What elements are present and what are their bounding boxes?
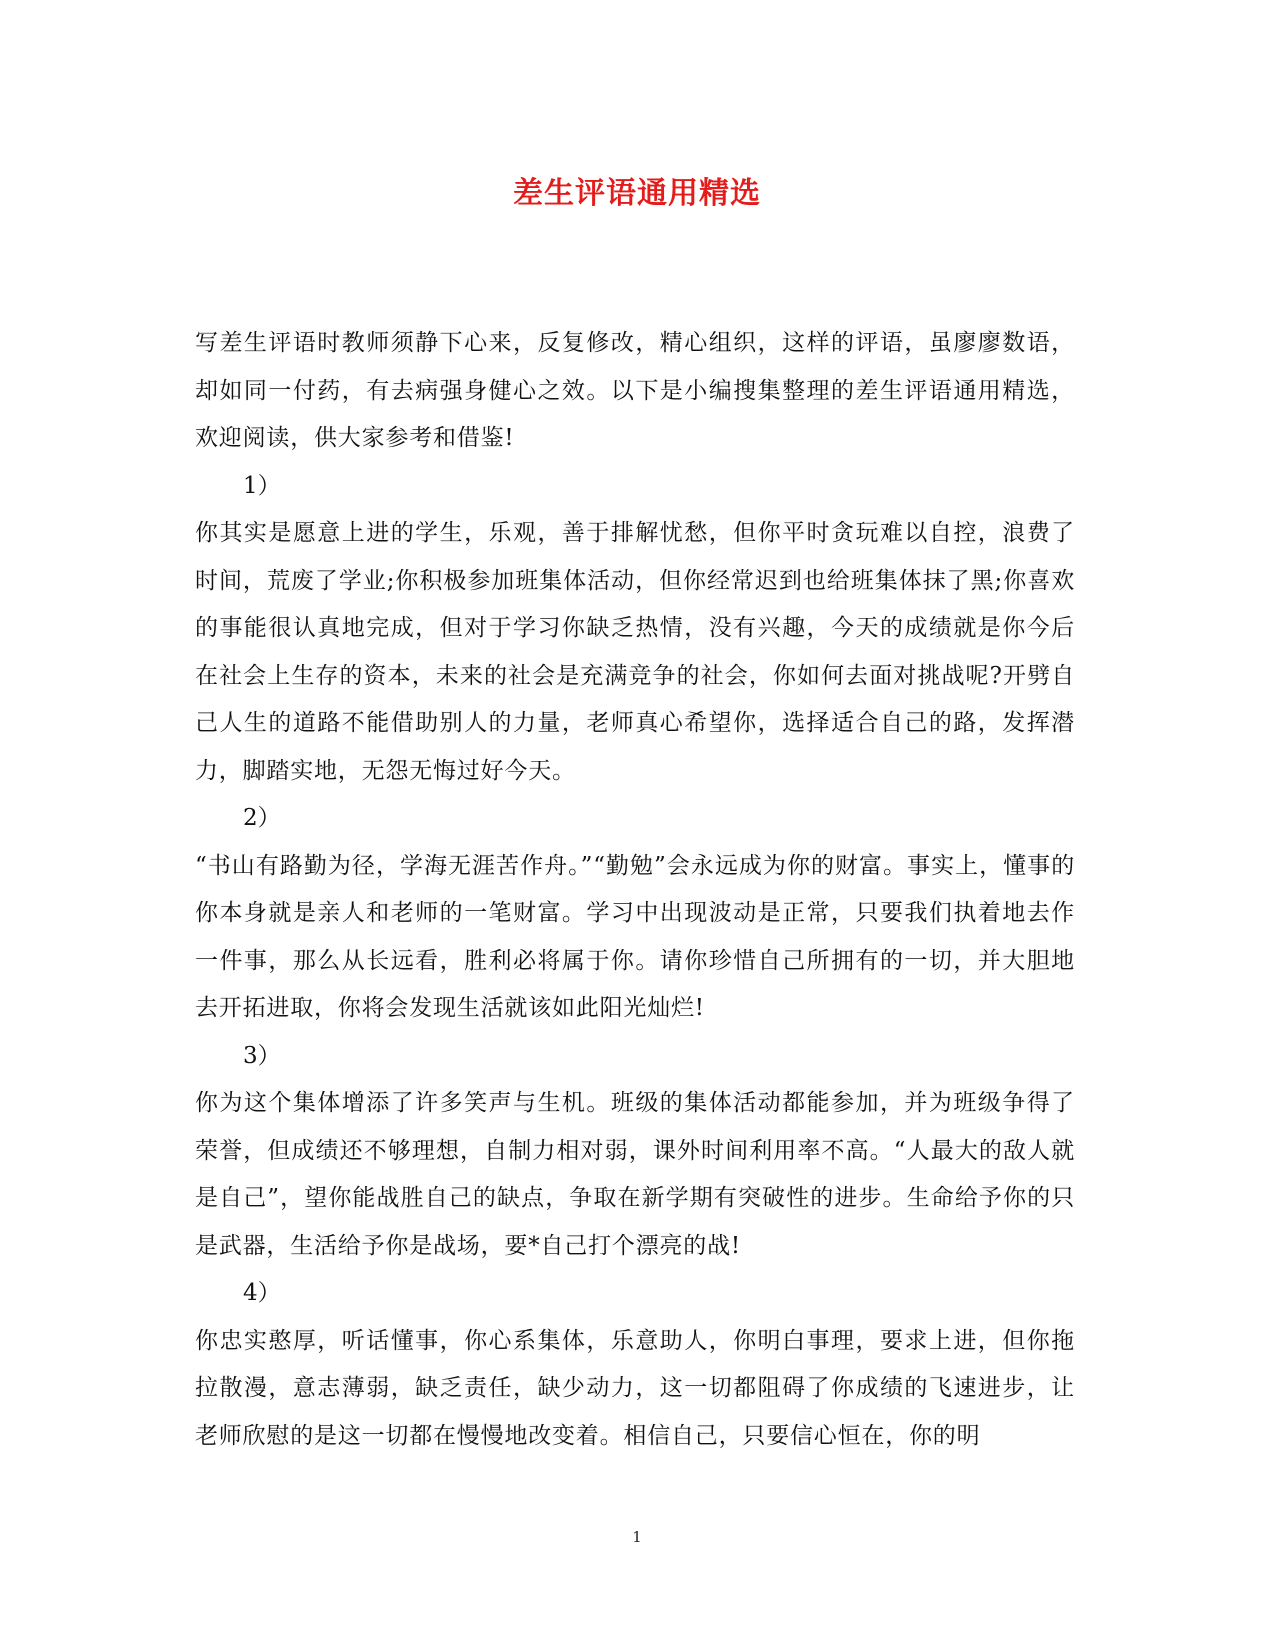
comment-paragraph-1: 你其实是愿意上进的学生，乐观，善于排解忧愁，但你平时贪玩难以自控，浪费了时间，荒废了学业;你积极参加班集体活动，但你经常迟到也给班集体抹了黑;你喜欢的事能很认真地完成，但对于学习你缺乏热情，没有兴趣，今天的成绩就是你今后在社会上生存的资本，未来的社会是充满竞争的社会，你如何去面对挑战呢?开劈自己人生的道路不能借助别人的力量，老师真心希望你，选择适合自己的路，发挥潜力，脚踏实地，无怨无悔过好今天。 [195, 520, 1075, 784]
intro-paragraph: 写差生评语时教师须静下心来，反复修改，精心组织，这样的评语，虽廖廖数语，却如同一付药，有去病强身健心之效。以下是小编搜集整理的差生评语通用精选，欢迎阅读，供大家参考和借鉴! [195, 330, 1075, 451]
item-number-1: 1） [243, 472, 281, 499]
item-number-3: 3） [243, 1042, 281, 1069]
item-number-2: 2） [243, 805, 281, 831]
comment-paragraph-2: “书山有路勤为径，学海无涯苦作舟。”“勤勉”会永远成为你的财富。事实上，懂事的你本身就是亲人和老师的一笔财富。学习中出现波动是正常，只要我们执着地去作一件事，那么从长远看，胜利必将属于你。请你珍惜自己所拥有的一切，并大胆地去开拓进取，你将会发现生活就该如此阳光灿烂! [195, 852, 1075, 1021]
comment-paragraph-4: 你忠实憨厚，听话懂事，你心系集体，乐意助人，你明白事理，要求上进，但你拖拉散漫，意志薄弱，缺乏责任，缺少动力，这一切都阻碍了你成绩的飞速进步，让老师欣慰的是这一切都在慢慢地改变着。相信自己，只要信心恒在，你的明 [195, 1327, 1075, 1449]
document-title: 差生评语通用精选 [513, 176, 761, 211]
comment-paragraph-3: 你为这个集体增添了许多笑声与生机。班级的集体活动都能参加，并为班级争得了荣誉，但成绩还不够理想，自制力相对弱，课外时间利用率不高。“人最大的敌人就是自己”，望你能战胜自己的缺点，争取在新学期有突破性的进步。生命给予你的只是武器，生活给予你是战场，要*自己打个漂亮的战! [195, 1090, 1075, 1259]
page-number: 1 [632, 1528, 642, 1546]
document-body [195, 320, 1075, 1460]
item-number-4: 4） [243, 1280, 281, 1306]
